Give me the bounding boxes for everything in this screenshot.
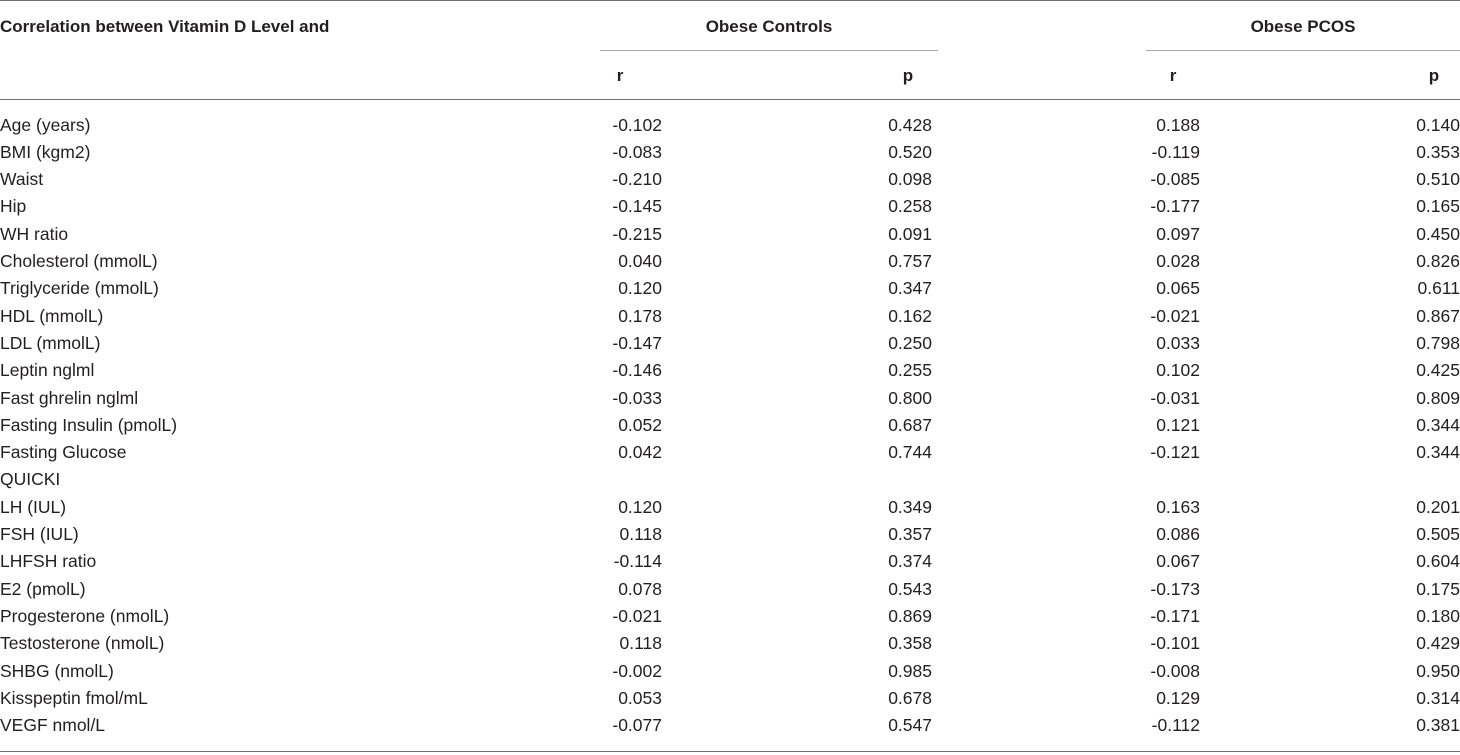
table-row [0,193,1460,220]
row-label: WH ratio [0,223,69,244]
controls-r-value: -0.210 [612,169,662,190]
controls-p-value: 0.757 [888,251,932,271]
table-row [0,303,1460,330]
controls-r-value: 0.120 [618,496,662,517]
controls-r-value: -0.002 [612,660,662,681]
pcos-p-value: 0.180 [1416,605,1460,626]
controls-p-value: 0.091 [888,223,932,244]
controls-r-value: -0.114 [613,551,662,572]
pcos-p-value: 0.809 [1416,387,1460,408]
pcos-r-value: 0.065 [1156,278,1200,299]
pcos-p-value: 0.175 [1416,578,1460,599]
row-label: Triglyceride (mmolL) [0,278,159,299]
pcos-p-value: 0.604 [1416,551,1460,572]
pcos-r-value: 0.129 [1156,687,1200,708]
table-row [0,494,1460,521]
controls-r-value: 0.042 [618,442,662,463]
table-row [0,248,1460,275]
table-row [0,576,1460,603]
row-label: BMI (kgm2) [0,141,91,162]
row-label: Kisspeptin fmol/mL [0,687,148,708]
row-label: QUICKI [0,469,61,490]
pcos-r-value: 0.188 [1156,114,1200,135]
table-top-rule [0,0,1460,1]
header-controls-p: p [902,66,914,85]
controls-p-value: 0.258 [888,196,932,217]
pcos-p-value: 0.950 [1416,660,1460,681]
row-label: E2 (pmolL) [0,578,86,599]
row-label: LDL (mmolL) [0,332,101,353]
pcos-r-value: -0.173 [1150,578,1200,599]
row-label: SHBG (nmolL) [0,660,114,681]
pcos-r-value: -0.021 [1150,305,1200,326]
controls-p-value: 0.547 [888,715,932,736]
pcos-r-value: 0.028 [1156,251,1200,271]
row-label: Age (years) [0,114,91,135]
pcos-p-value: 0.425 [1416,360,1460,381]
controls-p-value: 0.349 [888,496,932,517]
table-row [0,630,1460,657]
pcos-p-value: 0.611 [1417,278,1460,299]
table-row [0,357,1460,384]
pcos-r-value: 0.033 [1156,332,1200,353]
pcos-p-value: 0.450 [1416,223,1460,244]
table-row [0,603,1460,630]
pcos-r-value: 0.086 [1156,524,1200,544]
controls-r-value: -0.215 [612,223,662,244]
controls-r-value: -0.147 [612,332,662,353]
header-pcos-r: r [1169,66,1177,85]
table-row [0,275,1460,302]
controls-p-value: 0.985 [888,660,932,681]
controls-r-value: -0.083 [612,141,662,162]
pcos-r-value: -0.177 [1150,196,1200,217]
controls-r-value: -0.021 [612,605,662,626]
pcos-r-value: 0.121 [1156,414,1200,435]
row-label: Waist [0,169,44,190]
pcos-p-value: 0.510 [1416,169,1460,190]
pcos-r-value: -0.119 [1151,141,1200,162]
controls-r-value: 0.118 [619,524,662,544]
controls-p-value: 0.520 [888,141,932,162]
controls-r-value: -0.146 [612,360,662,381]
row-label: Leptin nglml [0,360,95,381]
controls-p-value: 0.687 [888,414,932,435]
controls-r-value: 0.052 [618,414,662,435]
controls-r-value: 0.120 [618,278,662,299]
group-rule-obese-pcos [1146,50,1460,51]
controls-p-value: 0.347 [888,278,932,299]
pcos-r-value: 0.102 [1156,360,1200,381]
row-label: VEGF nmol/L [0,715,106,736]
table-row [0,548,1460,575]
controls-r-value: 0.053 [618,687,662,708]
table-row [0,439,1460,466]
table-row [0,330,1460,357]
controls-r-value: -0.145 [612,196,662,217]
row-label: Hip [0,196,27,217]
controls-p-value: 0.357 [888,524,932,544]
pcos-r-value: -0.171 [1150,605,1200,626]
header-bottom-rule [0,99,1460,100]
row-label: LH (IUL) [0,496,67,517]
controls-p-value: 0.374 [888,551,932,572]
row-label: Fast ghrelin nglml [0,387,139,408]
table-bottom-rule [0,751,1460,752]
controls-p-value: 0.744 [888,442,932,463]
pcos-r-value: -0.031 [1150,387,1200,408]
table-row [0,712,1460,739]
controls-p-value: 0.162 [888,305,932,326]
pcos-r-value: 0.163 [1156,496,1200,517]
pcos-r-value: -0.112 [1151,715,1200,736]
pcos-p-value: 0.798 [1416,332,1460,353]
controls-p-value: 0.543 [888,578,932,599]
pcos-p-value: 0.826 [1416,251,1460,271]
group-rule-obese-controls [600,50,938,51]
pcos-p-value: 0.381 [1416,715,1460,736]
table-row [0,221,1460,248]
pcos-r-value: 0.067 [1156,551,1200,572]
controls-r-value: 0.178 [618,305,662,326]
pcos-r-value: 0.097 [1156,223,1200,244]
table-row [0,685,1460,712]
controls-p-value: 0.428 [888,114,932,135]
header-row-label: Correlation between Vitamin D Level and [0,17,330,36]
pcos-p-value: 0.344 [1416,442,1460,463]
controls-p-value: 0.255 [888,360,932,381]
pcos-r-value: -0.101 [1150,633,1200,654]
controls-p-value: 0.869 [888,605,932,626]
row-label: LHFSH ratio [0,551,97,572]
row-label: Fasting Glucose [0,442,127,463]
pcos-r-value: -0.008 [1150,660,1200,681]
table-row [0,658,1460,685]
controls-p-value: 0.250 [888,332,932,353]
pcos-p-value: 0.201 [1416,496,1460,517]
row-label: Cholesterol (mmolL) [0,251,158,271]
controls-r-value: -0.102 [612,114,662,135]
pcos-p-value: 0.429 [1416,633,1460,654]
table-row [0,466,1460,493]
controls-r-value: -0.077 [612,715,662,736]
pcos-p-value: 0.353 [1416,141,1460,162]
controls-r-value: 0.040 [618,251,662,271]
pcos-p-value: 0.165 [1416,196,1460,217]
pcos-r-value: -0.121 [1150,442,1200,463]
table-row [0,112,1460,139]
controls-p-value: 0.098 [888,169,932,190]
row-label: HDL (mmolL) [0,305,104,326]
table-row [0,521,1460,548]
controls-r-value: -0.033 [612,387,662,408]
controls-r-value: 0.078 [618,578,662,599]
controls-p-value: 0.358 [888,633,932,654]
header-controls-r: r [616,66,624,85]
controls-p-value: 0.678 [888,687,932,708]
controls-p-value: 0.800 [888,387,932,408]
table-row [0,166,1460,193]
row-label: Fasting Insulin (pmolL) [0,414,178,435]
table-row [0,139,1460,166]
table-row [0,412,1460,439]
row-label: FSH (IUL) [0,524,79,544]
pcos-p-value: 0.505 [1416,524,1460,544]
row-label: Testosterone (nmolL) [0,633,165,654]
controls-r-value: 0.118 [619,633,662,654]
pcos-r-value: -0.085 [1150,169,1200,190]
header-pcos-p: p [1428,66,1440,85]
pcos-p-value: 0.867 [1416,305,1460,326]
pcos-p-value: 0.314 [1416,687,1460,708]
pcos-p-value: 0.344 [1416,414,1460,435]
table-row [0,385,1460,412]
row-label: Progesterone (nmolL) [0,605,170,626]
header-group-obese-controls: Obese Controls [705,17,833,36]
pcos-p-value: 0.140 [1416,114,1460,135]
header-group-obese-pcos: Obese PCOS [1250,17,1356,36]
